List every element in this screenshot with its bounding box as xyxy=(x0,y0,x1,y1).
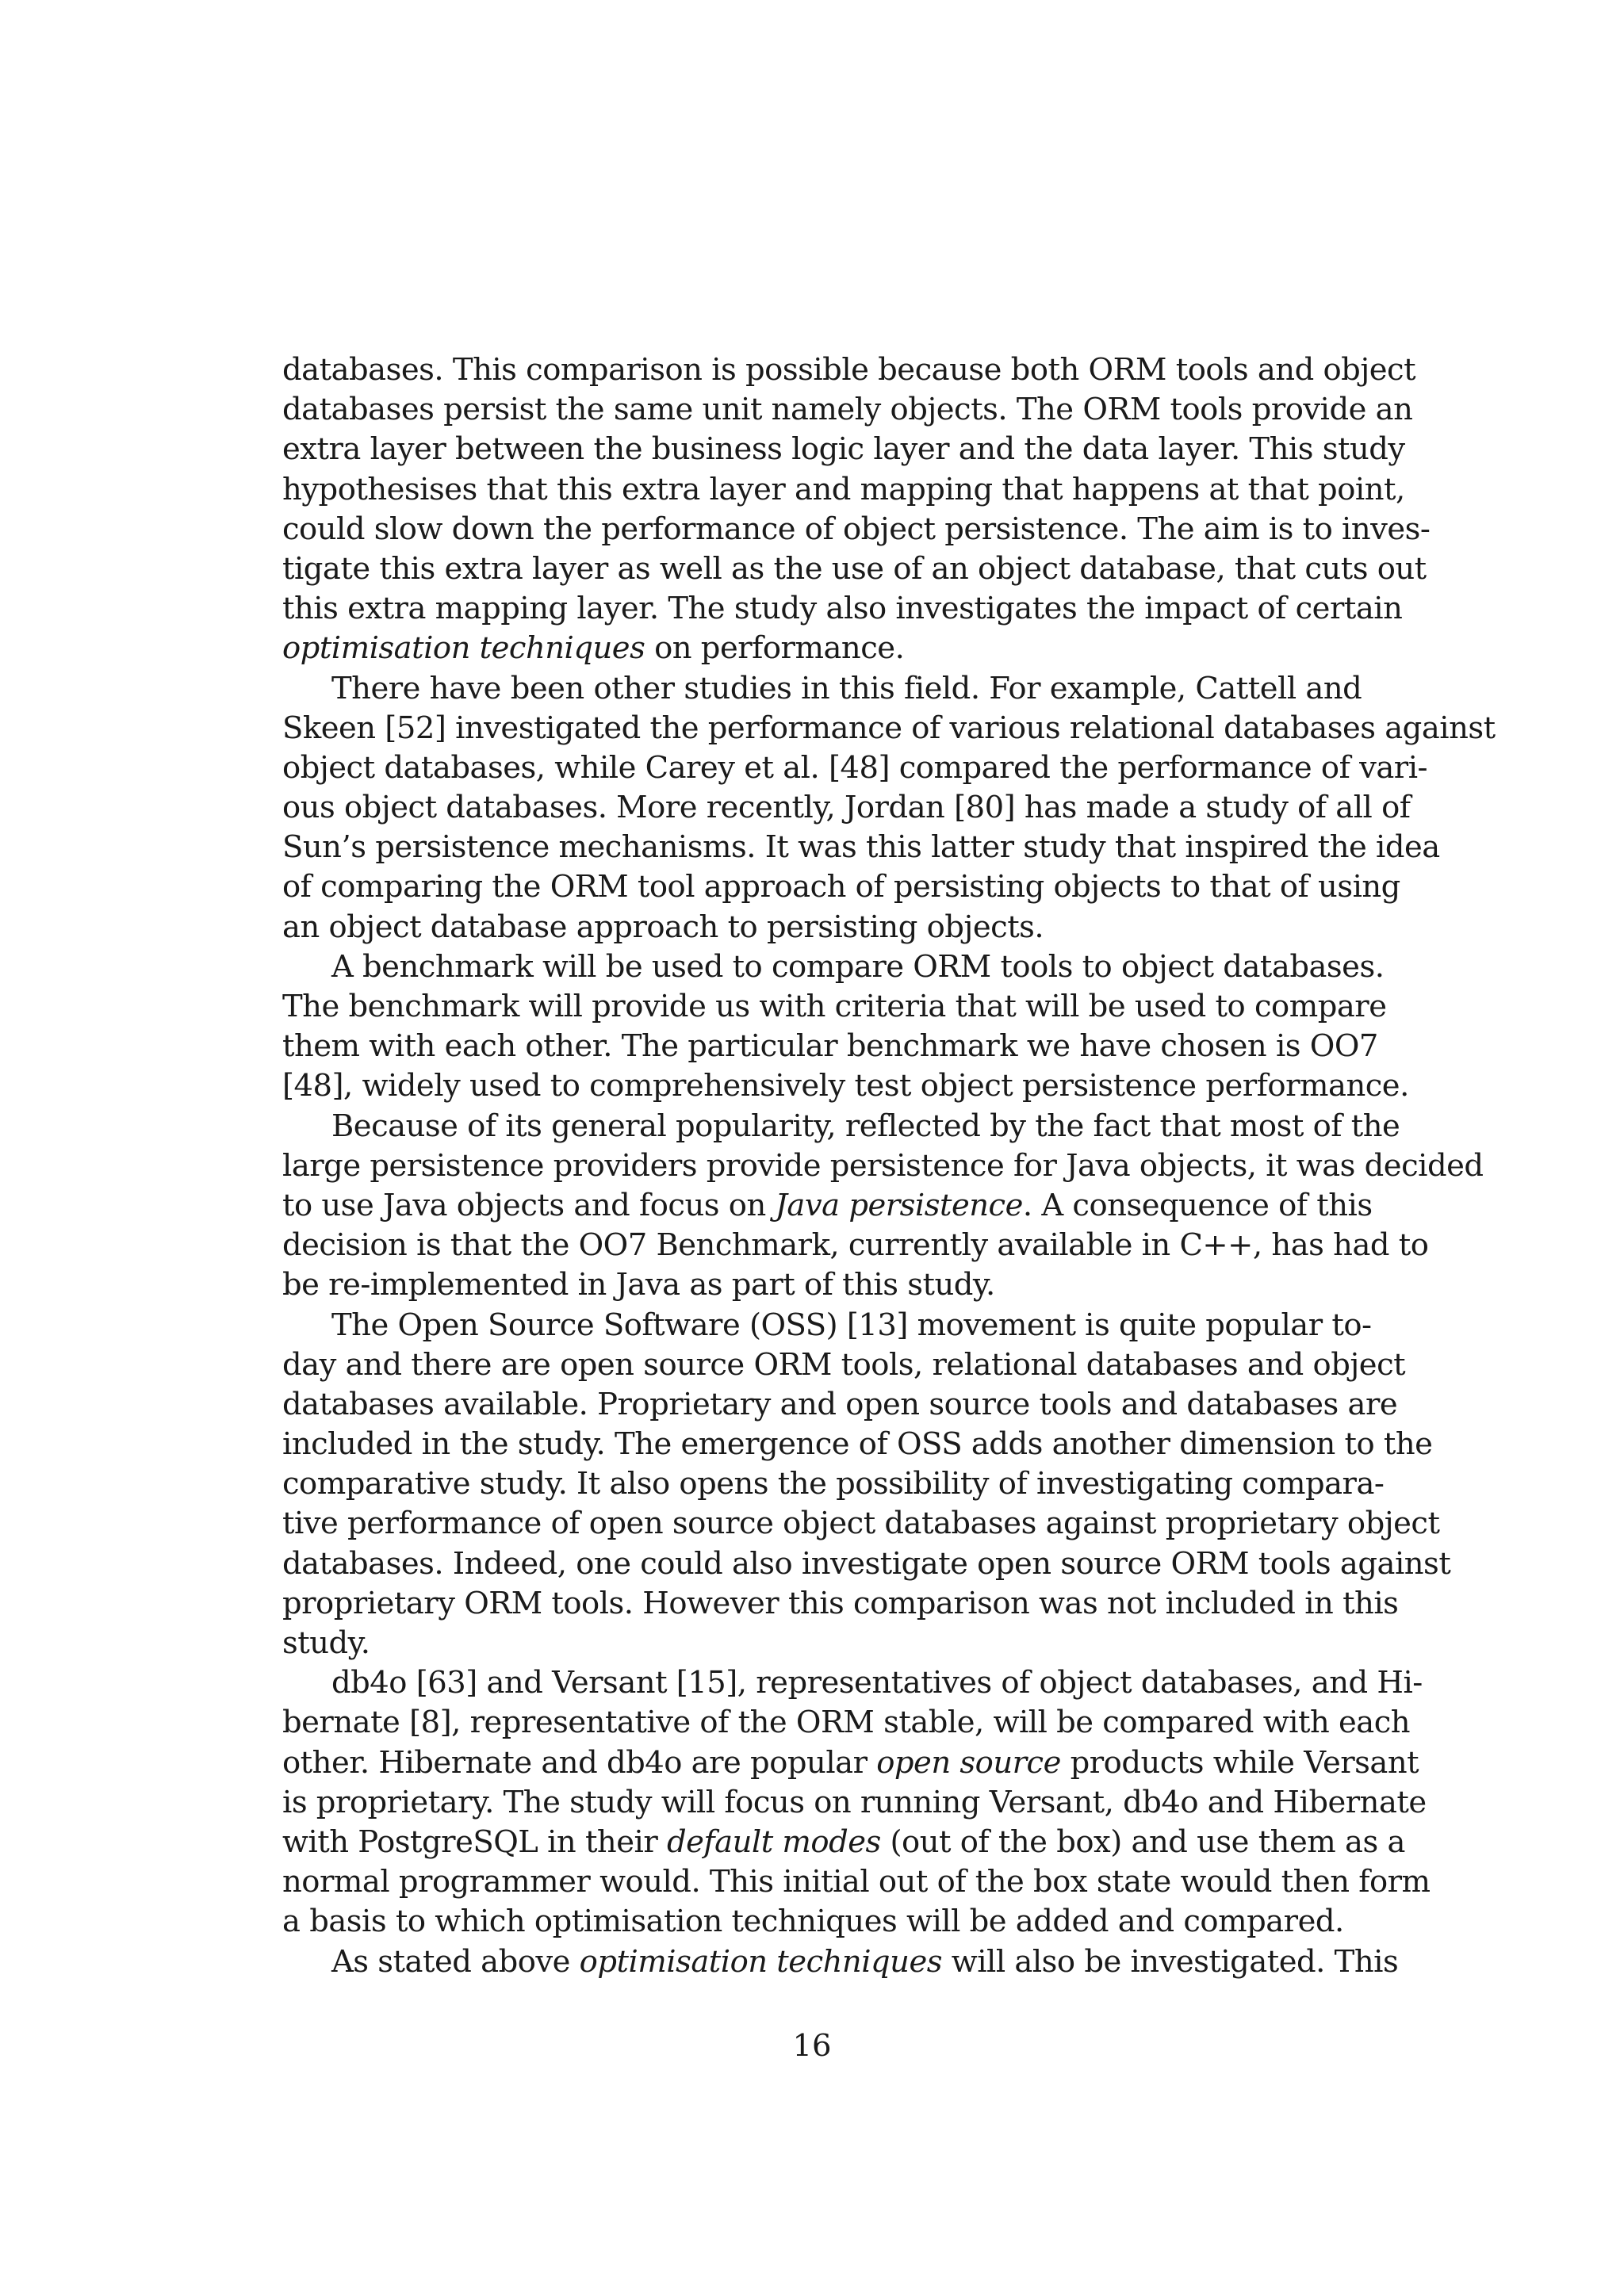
text-segment: extra layer between the business logic layer and the data layer. This study xyxy=(282,431,1405,468)
text-segment: (out of the box) and use them as a xyxy=(880,1823,1405,1860)
text-line xyxy=(282,1703,1411,1743)
text-segment: to use Java objects and focus on xyxy=(282,1187,776,1223)
text-segment: object databases, while Carey et al. [48] compared the performance of vari- xyxy=(282,749,1428,786)
text-line xyxy=(282,1146,1484,1186)
text-segment: hypothesises that this extra layer and mapping that happens at that point, xyxy=(282,471,1405,507)
text-line xyxy=(282,1823,1405,1862)
text-line xyxy=(282,430,1405,469)
text-segment: databases. Indeed, one could also investigate open source ORM tools against xyxy=(282,1545,1451,1582)
text-segment: Skeen [52] investigated the performance of various relational databases against xyxy=(282,710,1496,746)
text-line xyxy=(282,470,1405,510)
text-segment: bernate [8], representative of the ORM stable, will be compared with each xyxy=(282,1705,1411,1741)
text-line xyxy=(282,1464,1385,1504)
text-line xyxy=(282,1663,1423,1703)
emphasis-text: optimisation techniques xyxy=(579,1943,943,1980)
text-line xyxy=(282,1783,1427,1823)
text-line xyxy=(282,1027,1378,1066)
text-segment: included in the study. The emergence of OSS adds another dimension to the xyxy=(282,1426,1433,1463)
text-line xyxy=(282,350,1416,390)
text-segment: The benchmark will provide us with criteria that will be used to compare xyxy=(282,989,1387,1024)
emphasis-text: open source xyxy=(876,1744,1061,1781)
text-segment: databases available. Proprietary and open source tools and databases are xyxy=(282,1386,1398,1422)
text-line xyxy=(282,589,1403,629)
text-line xyxy=(282,1425,1433,1464)
text-segment: of comparing the ORM tool approach of persisting objects to that of using xyxy=(282,869,1400,905)
text-segment: Because of its general popularity, reflected by the fact that most of the xyxy=(331,1108,1400,1144)
text-line xyxy=(282,1107,1400,1146)
text-segment: day and there are open source ORM tools, relational databases and object xyxy=(282,1346,1406,1383)
body-text xyxy=(282,350,1496,1982)
text-line xyxy=(282,1306,1372,1345)
text-segment: db4o [63] and Versant [15], representatives of object databases, and Hi- xyxy=(331,1665,1423,1701)
text-line xyxy=(282,1743,1419,1783)
text-line xyxy=(282,908,1353,947)
text-line xyxy=(282,828,1440,867)
text-line xyxy=(282,1504,1440,1544)
text-segment: normal programmer would. This initial out of the box state would then form xyxy=(282,1864,1431,1900)
text-line xyxy=(282,709,1496,748)
text-line xyxy=(282,629,1353,668)
text-segment: Sun’s persistence mechanisms. It was this latter study that inspired the idea xyxy=(282,829,1440,866)
text-segment: is proprietary. The study will focus on running Versant, db4o and Hibernate xyxy=(282,1784,1427,1820)
text-segment: a basis to which optimisation techniques will be added and compared. xyxy=(282,1904,1344,1940)
text-segment: ous object databases. More recently, Jordan [80] has made a study of all of xyxy=(282,790,1411,826)
text-line xyxy=(282,549,1427,589)
text-line xyxy=(282,510,1431,549)
text-line xyxy=(282,1265,1353,1305)
emphasis-text: optimisation techniques xyxy=(282,630,645,667)
text-segment: will also be investigated. This xyxy=(942,1943,1399,1980)
text-segment: As stated above xyxy=(331,1943,580,1980)
text-segment: an object database approach to persisting objects. xyxy=(282,909,1044,945)
text-line xyxy=(282,1066,1409,1106)
text-line xyxy=(282,1544,1451,1584)
emphasis-text: default modes xyxy=(666,1823,881,1860)
text-segment: this extra mapping layer. The study also investigates the impact of certain xyxy=(282,591,1403,627)
text-segment: with PostgreSQL in their xyxy=(282,1823,667,1860)
text-segment: proprietary ORM tools. However this comparison was not included in this xyxy=(282,1585,1399,1621)
emphasis-text: Java persistence xyxy=(775,1187,1023,1223)
text-line xyxy=(282,669,1362,709)
text-segment: . A consequence of this xyxy=(1022,1187,1373,1223)
text-segment: comparative study. It also opens the possibility of investigating compara- xyxy=(282,1466,1385,1502)
text-segment: databases. This comparison is possible because both ORM tools and object xyxy=(282,352,1416,388)
text-segment: study. xyxy=(282,1625,370,1661)
text-line xyxy=(282,1942,1399,1982)
text-segment: A benchmark will be used to compare ORM tools to object databases. xyxy=(331,948,1385,985)
text-line xyxy=(282,1345,1406,1385)
text-line xyxy=(282,1624,1353,1663)
text-line xyxy=(282,1584,1399,1624)
text-segment: could slow down the performance of object persistence. The aim is to inves- xyxy=(282,511,1431,547)
text-line xyxy=(282,987,1387,1027)
text-segment: databases persist the same unit namely objects. The ORM tools provide an xyxy=(282,392,1413,428)
page-number: 16 xyxy=(792,2028,832,2064)
text-segment: be re-implemented in Java as part of this study. xyxy=(282,1267,995,1303)
text-segment: tigate this extra layer as well as the use of an object database, that cuts out xyxy=(282,550,1427,587)
text-line xyxy=(282,1186,1373,1226)
text-line xyxy=(282,1226,1429,1265)
text-segment: on performance. xyxy=(645,630,905,667)
text-segment: products while Versant xyxy=(1060,1744,1419,1781)
text-segment: large persistence providers provide persistence for Java objects, it was decided xyxy=(282,1147,1484,1184)
text-segment: decision is that the OO7 Benchmark, currently available in C++, has had to xyxy=(282,1227,1429,1264)
text-segment: The Open Source Software (OSS) [13] movement is quite popular to- xyxy=(331,1307,1372,1343)
text-line xyxy=(282,867,1400,907)
text-segment: them with each other. The particular benchmark we have chosen is OO7 xyxy=(282,1028,1378,1065)
text-line xyxy=(282,947,1385,987)
text-line xyxy=(282,1902,1353,1942)
text-line xyxy=(282,1862,1431,1902)
text-line xyxy=(282,788,1411,828)
text-line xyxy=(282,390,1413,430)
text-line xyxy=(282,1385,1398,1425)
text-segment: tive performance of open source object databases against proprietary object xyxy=(282,1506,1440,1542)
text-segment: There have been other studies in this field. For example, Cattell and xyxy=(331,670,1362,706)
text-line xyxy=(282,748,1428,788)
text-segment: [48], widely used to comprehensively test object persistence performance. xyxy=(282,1068,1409,1104)
text-segment: other. Hibernate and db4o are popular xyxy=(282,1744,877,1781)
